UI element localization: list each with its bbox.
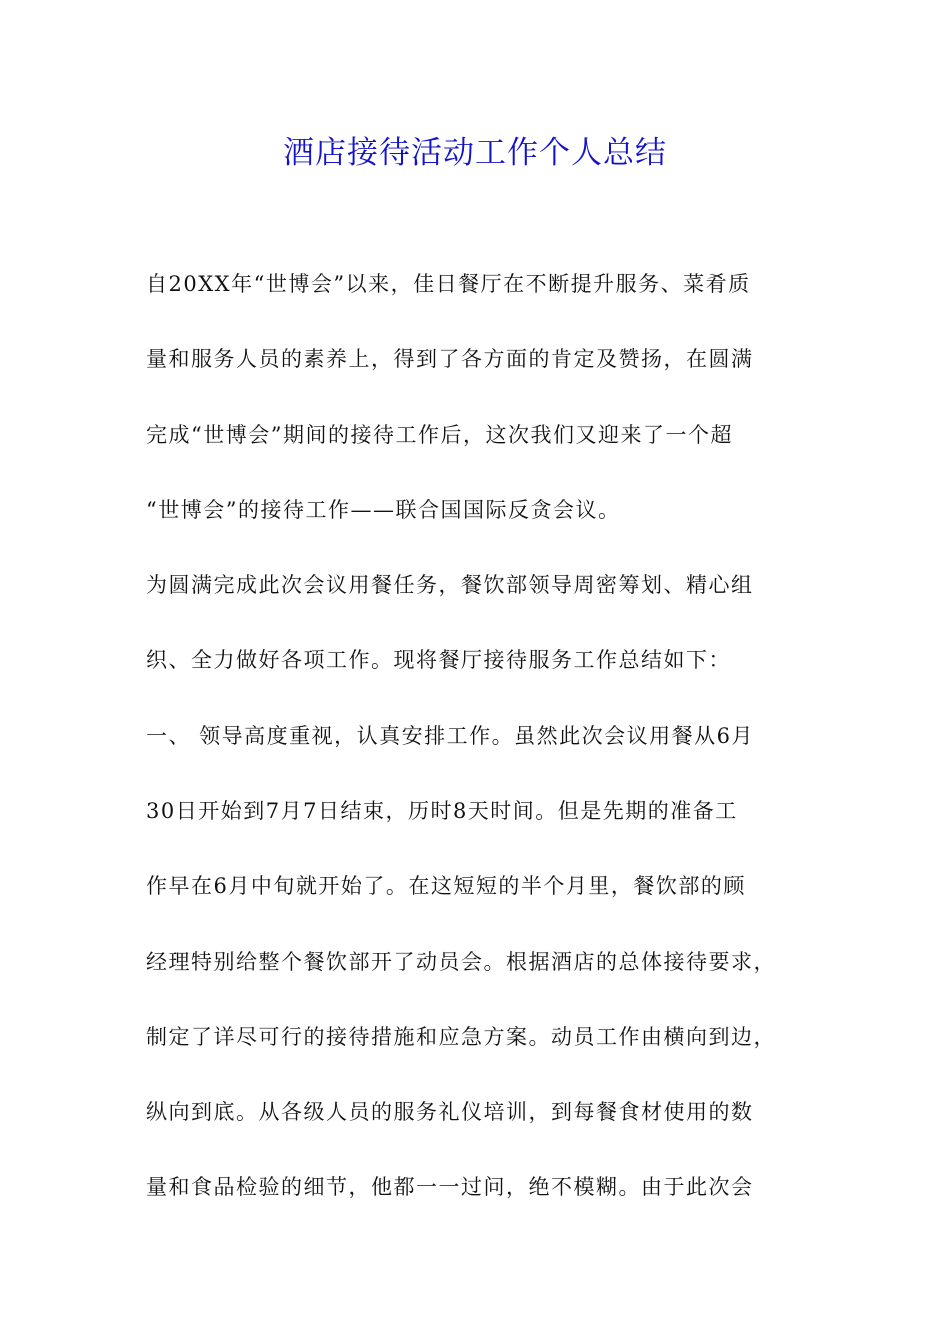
body-line-2: 量和服务人员的素养上，得到了各方面的肯定及赞扬，在圆满 [146,347,754,371]
body-line-8: 30日开始到7月7日结束，历时8天时间。但是先期的准备工 [146,799,738,823]
body-line-3: 完成“世博会”期间的接待工作后，这次我们又迎来了一个超 [146,423,733,447]
body-line-6: 织、全力做好各项工作。现将餐厅接待服务工作总结如下： [146,648,731,672]
body-line-1: 自20XX年“世博会”以来，佳日餐厅在不断提升服务、菜肴质 [146,272,751,296]
body-line-13: 量和食品检验的细节，他都一一过问，绝不模糊。由于此次会 [146,1175,754,1199]
body-line-11: 制定了详尽可行的接待措施和应急方案。动员工作由横向到边， [146,1025,776,1049]
body-line-10: 经理特别给整个餐饮部开了动员会。根据酒店的总体接待要求， [146,950,776,974]
body-line-12: 纵向到底。从各级人员的服务礼仪培训，到每餐食材使用的数 [146,1100,754,1124]
body-line-4: “世博会”的接待工作——联合国国际反贪会议。 [146,498,621,522]
body-line-9: 作早在6月中旬就开始了。在这短短的半个月里，餐饮部的顾 [146,874,746,898]
body-line-5: 为圆满完成此次会议用餐任务，餐饮部领导周密筹划、精心组 [146,573,754,597]
document-title: 酒店接待活动工作个人总结 [283,135,667,171]
body-line-7: 一、 领导高度重视，认真安排工作。虽然此次会议用餐从6月 [146,724,755,748]
